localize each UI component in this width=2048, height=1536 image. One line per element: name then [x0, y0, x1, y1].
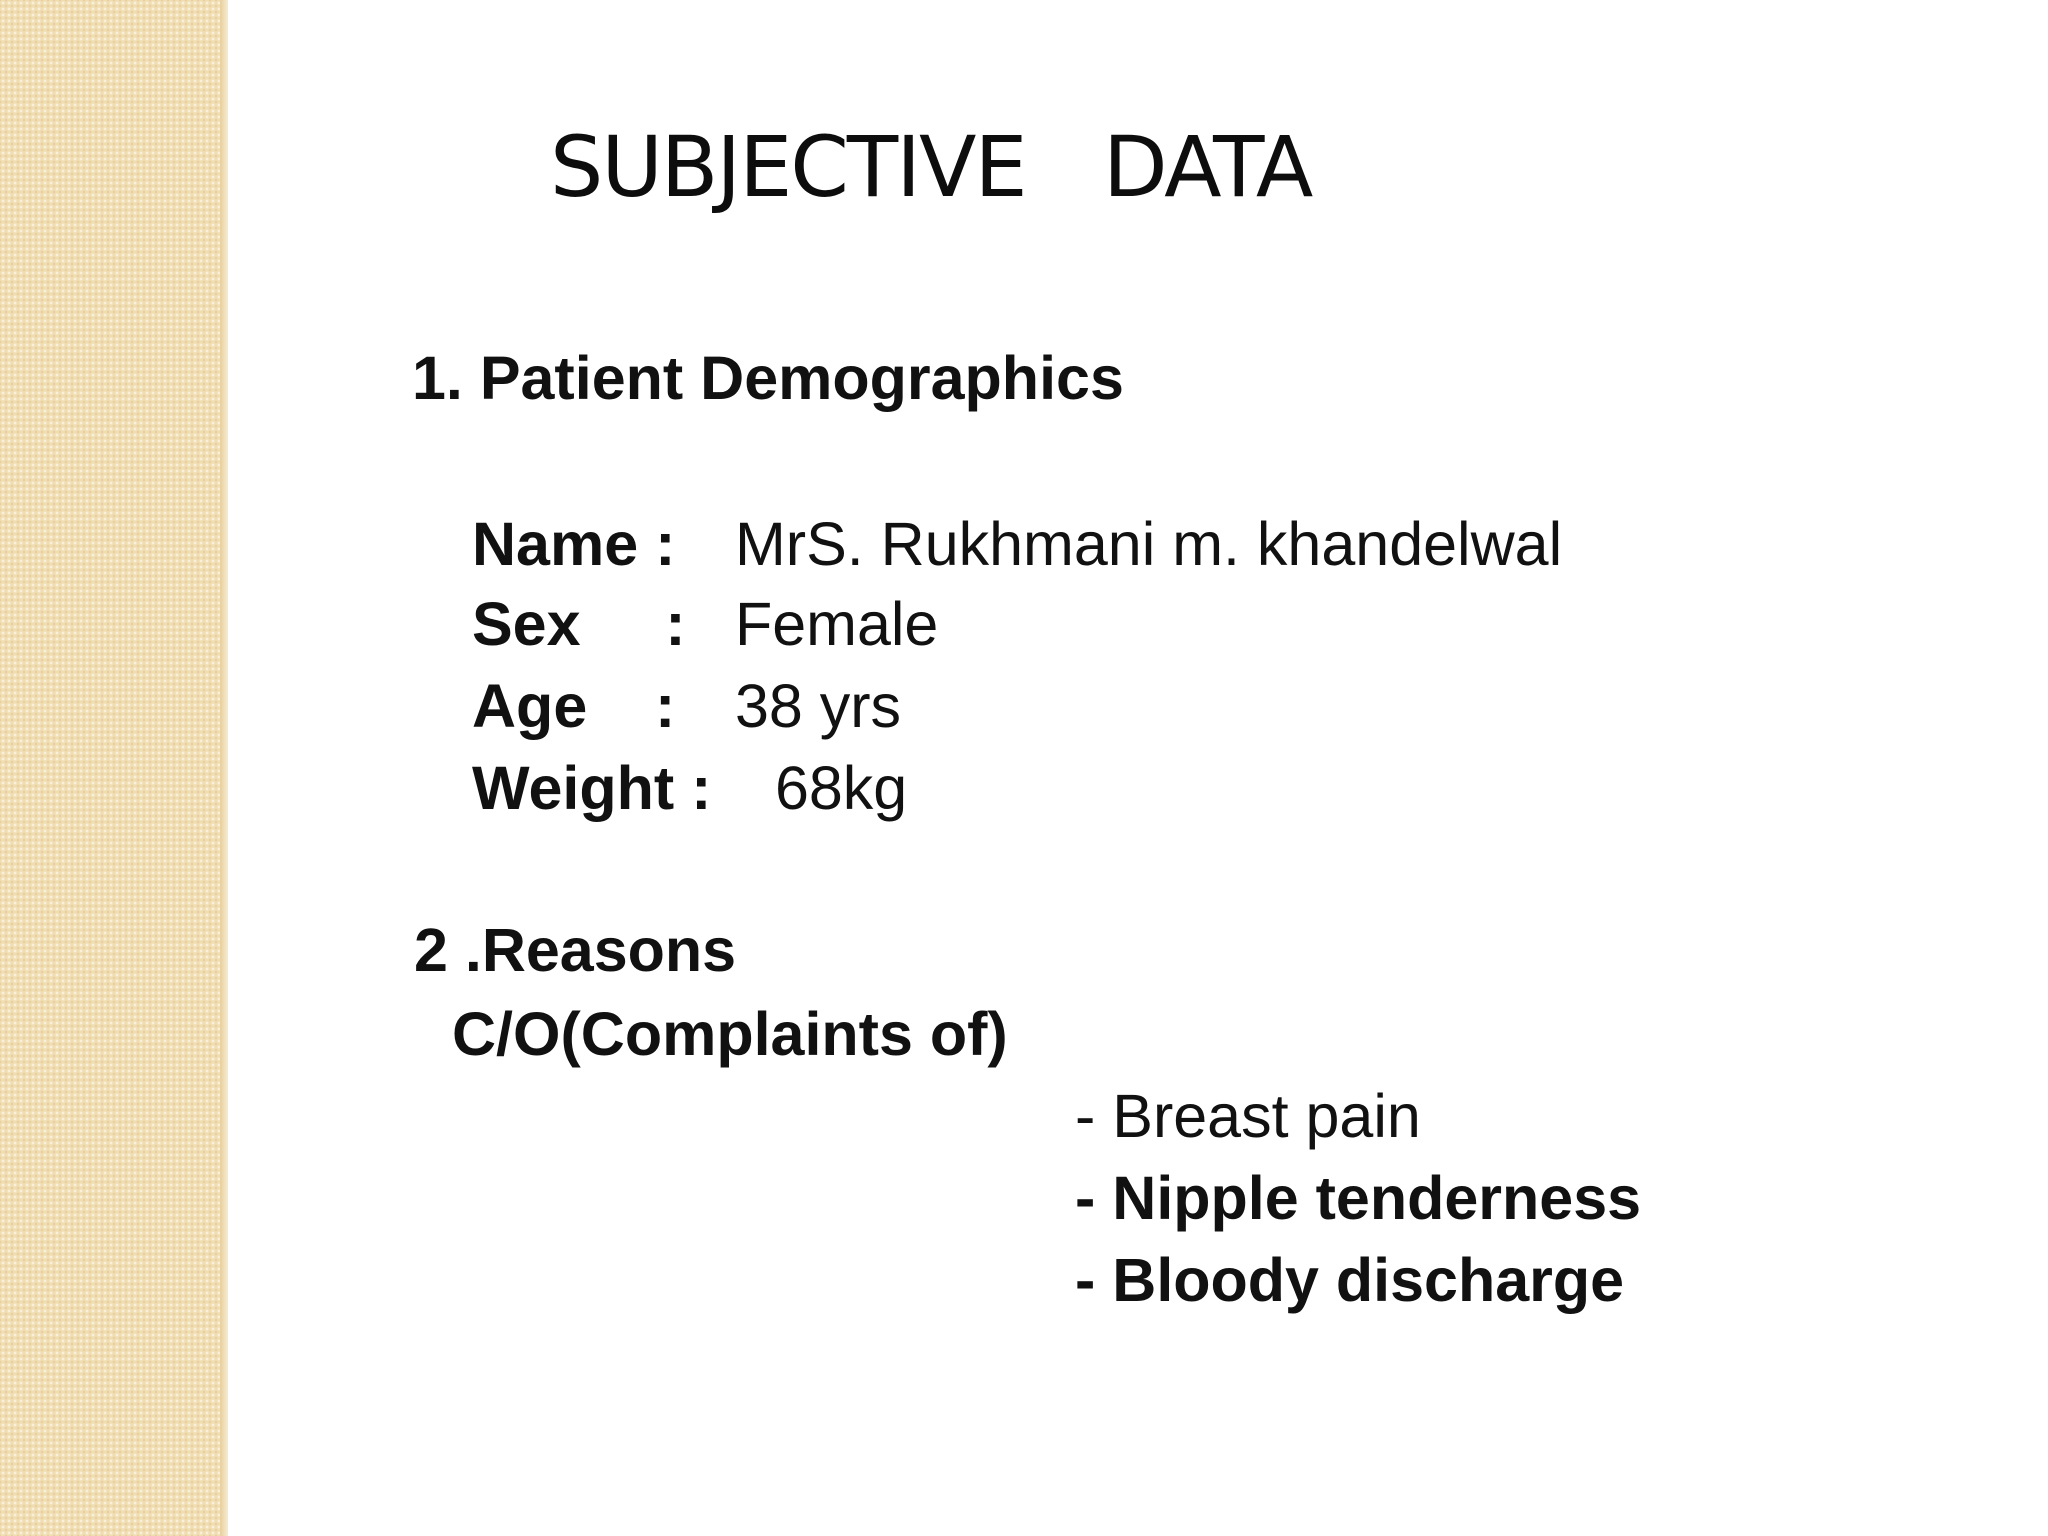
side-strip-edge — [220, 0, 228, 1536]
section-heading-demographics: 1. Patient Demographics — [412, 344, 1124, 412]
complaint-item: - Bloody discharge — [1075, 1246, 1625, 1314]
section-heading-reasons-text: Reasons — [481, 916, 737, 984]
complaint-item: - Breast pain — [1075, 1082, 1421, 1150]
section-heading-reasons-number: 2 . — [414, 916, 482, 984]
field-age — [472, 672, 902, 740]
slide-title: SUBJECTIVE DATA — [550, 118, 1312, 216]
field-name — [472, 510, 1563, 578]
field-weight-value: 68kg — [758, 754, 908, 822]
field-weight-label: Weight : — [472, 754, 712, 822]
decorative-side-strip — [0, 0, 226, 1536]
field-age-value: 38 yrs — [718, 672, 902, 740]
field-sex-value: Female — [718, 590, 939, 658]
section-heading-reasons — [414, 916, 737, 984]
complaints-label: C/O(Complaints of) — [452, 1000, 1008, 1068]
field-weight — [472, 754, 908, 822]
field-age-label: Age : — [472, 672, 676, 740]
complaint-item: - Nipple tenderness — [1075, 1164, 1642, 1232]
field-name-value: MrS. Rukhmani m. khandelwal — [718, 510, 1563, 578]
field-sex — [472, 590, 939, 658]
field-name-label: Name : — [472, 510, 676, 578]
field-sex-label: Sex : — [472, 590, 686, 658]
